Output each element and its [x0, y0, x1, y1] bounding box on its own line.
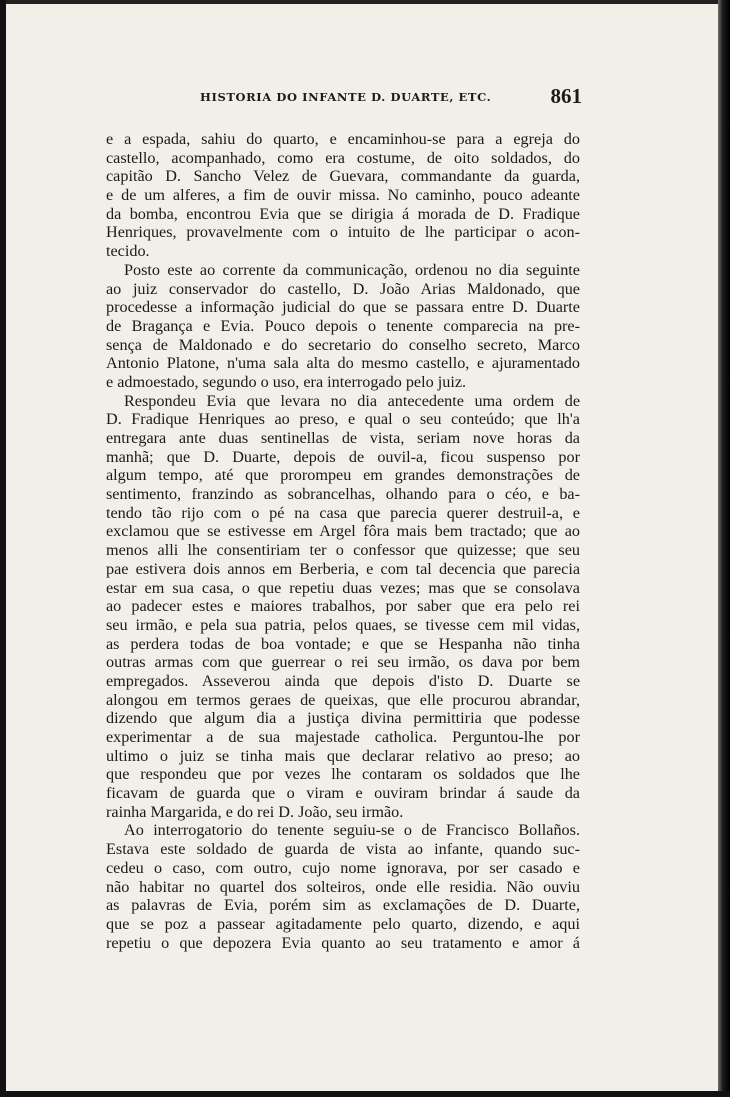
running-title: HISTORIA DO INFANTE D. DUARTE, ETC.	[200, 90, 492, 104]
text-line: ao padecer estes e maiores trabalhos, por saber que era pelo rei	[106, 597, 580, 616]
text-line: da bomba, encontrou Evia que se dirigia á morada de D. Fradique	[106, 204, 580, 223]
text-line: Estava este soldado de guarda de vista ao infante, quando suc-	[106, 840, 580, 859]
text-line: cedeu o caso, com outro, cujo nome ignorava, por ser casado e	[106, 858, 580, 877]
text-line: que se poz a passear agitadamente pelo quarto, dizendo, e aqui	[106, 914, 580, 933]
text-line: Ao interrogatorio do tenente seguiu-se o de Francisco Bollaños.	[124, 821, 580, 840]
scan-edge-left	[0, 0, 6, 1097]
text-line: exclamou que se estivesse em Argel fôra mais bem tractado; que ao	[106, 522, 580, 541]
text-line: as palavras de Evia, porém sim as exclamações de D. Duarte,	[106, 896, 580, 915]
text-line: dizendo que algum dia a justiça divina permittiria que podesse	[106, 709, 580, 728]
text-line: não habitar no quartel dos solteiros, onde elle residia. Não ouviu	[106, 877, 580, 896]
scan-edge-top	[0, 0, 730, 4]
text-line: outras armas com que guerrear o rei seu irmão, os dava por bem	[106, 653, 580, 672]
text-line: entregara ante duas sentinellas de vista, seriam nove horas da	[106, 429, 580, 447]
text-line: as perdera todas de boa vontade; e que se Hespanha não tinha	[106, 634, 580, 653]
text-line: estar em sua casa, o que repetiu duas vezes; mas que se consolava	[106, 578, 580, 597]
text-line: sentimento, franzindo as sobrancelhas, olhando para o céo, e ba-	[106, 485, 580, 504]
text-line: rainha Margarida, e do rei D. João, seu irmão.	[106, 802, 404, 821]
text-line: repetiu o que depozera Evia quanto ao seu tratamento e amor á	[106, 933, 580, 952]
text-line: capitão D. Sancho Velez de Guevara, commandante da guarda,	[106, 167, 580, 186]
text-line: que respondeu que por vezes lhe contaram os soldados que lhe	[106, 765, 580, 784]
text-line: e a espada, sahiu do quarto, e encaminhou-se para a egreja do	[106, 130, 580, 148]
text-line: Respondeu Evia que levara no dia antecedente uma ordem de	[124, 391, 580, 410]
text-line: sença de Maldonado e do secretario do conselho secreto, Marco	[106, 335, 580, 354]
text-line: ao juiz conservador do castello, D. João Arias Maldonado, que	[106, 279, 580, 298]
text-line: alongou em termos geraes de queixas, que elle procurou abrandar,	[106, 690, 580, 709]
text-line: manhã; que D. Duarte, depois de ouvil-a, ficou suspenso por	[106, 447, 580, 466]
text-line: castello, acompanhado, como era costume, de oito soldados, do	[106, 148, 580, 167]
text-line: D. Fradique Henriques ao preso, e qual o seu conteúdo; que lh'a	[106, 410, 580, 429]
text-line: ficavam de guarda que o viram e ouviram brindar á saude da	[106, 784, 580, 803]
scan-edge-right	[718, 0, 730, 1097]
text-line: experimentar a de sua majestade catholica. Perguntou-lhe por	[106, 728, 580, 746]
text-line: procedesse a informação judicial do que se passara entre D. Duarte	[106, 298, 580, 317]
text-line: de Bragança e Evia. Pouco depois o tenente comparecia na pre-	[106, 316, 580, 335]
text-line: menos alli lhe consentiriam ter o confessor que quizesse; que seu	[106, 541, 580, 560]
text-line: tendo tão rijo com o pé na casa que parecia querer destruil-a, e	[106, 503, 580, 522]
body-text	[106, 130, 580, 952]
text-line: algum tempo, até que prorompeu em grandes demonstrações de	[106, 466, 580, 485]
running-header	[104, 84, 584, 110]
text-line: seu irmão, e pela sua patria, pelos quaes, se tivesse cem mil vidas,	[106, 615, 580, 634]
text-line: ultimo o juiz se tinha mais que declarar relativo ao preso; ao	[106, 746, 580, 765]
text-line: tecido.	[106, 242, 150, 261]
text-line: Posto este ao corrente da communicação, ordenou no dia seguinte	[124, 260, 580, 279]
text-line: pae estivera dois annos em Berberia, e com tal decencia que parecia	[106, 559, 580, 578]
margin-mark	[22, 848, 26, 862]
page-number: 861	[550, 84, 582, 108]
text-line: e admoestado, segundo o uso, era interrogado pelo juiz.	[106, 372, 467, 391]
text-line: Henriques, provavelmente com o intuito de lhe participar o acon-	[106, 223, 580, 242]
text-line: Antonio Platone, n'uma sala alta do mesmo castello, e ajuramentado	[106, 354, 580, 373]
text-line: e de um alferes, a fim de ouvir missa. No caminho, pouco adeante	[106, 186, 580, 205]
scan-edge-bottom	[0, 1091, 730, 1097]
text-line: empregados. Asseverou ainda que depois d'isto D. Duarte se	[106, 671, 580, 690]
